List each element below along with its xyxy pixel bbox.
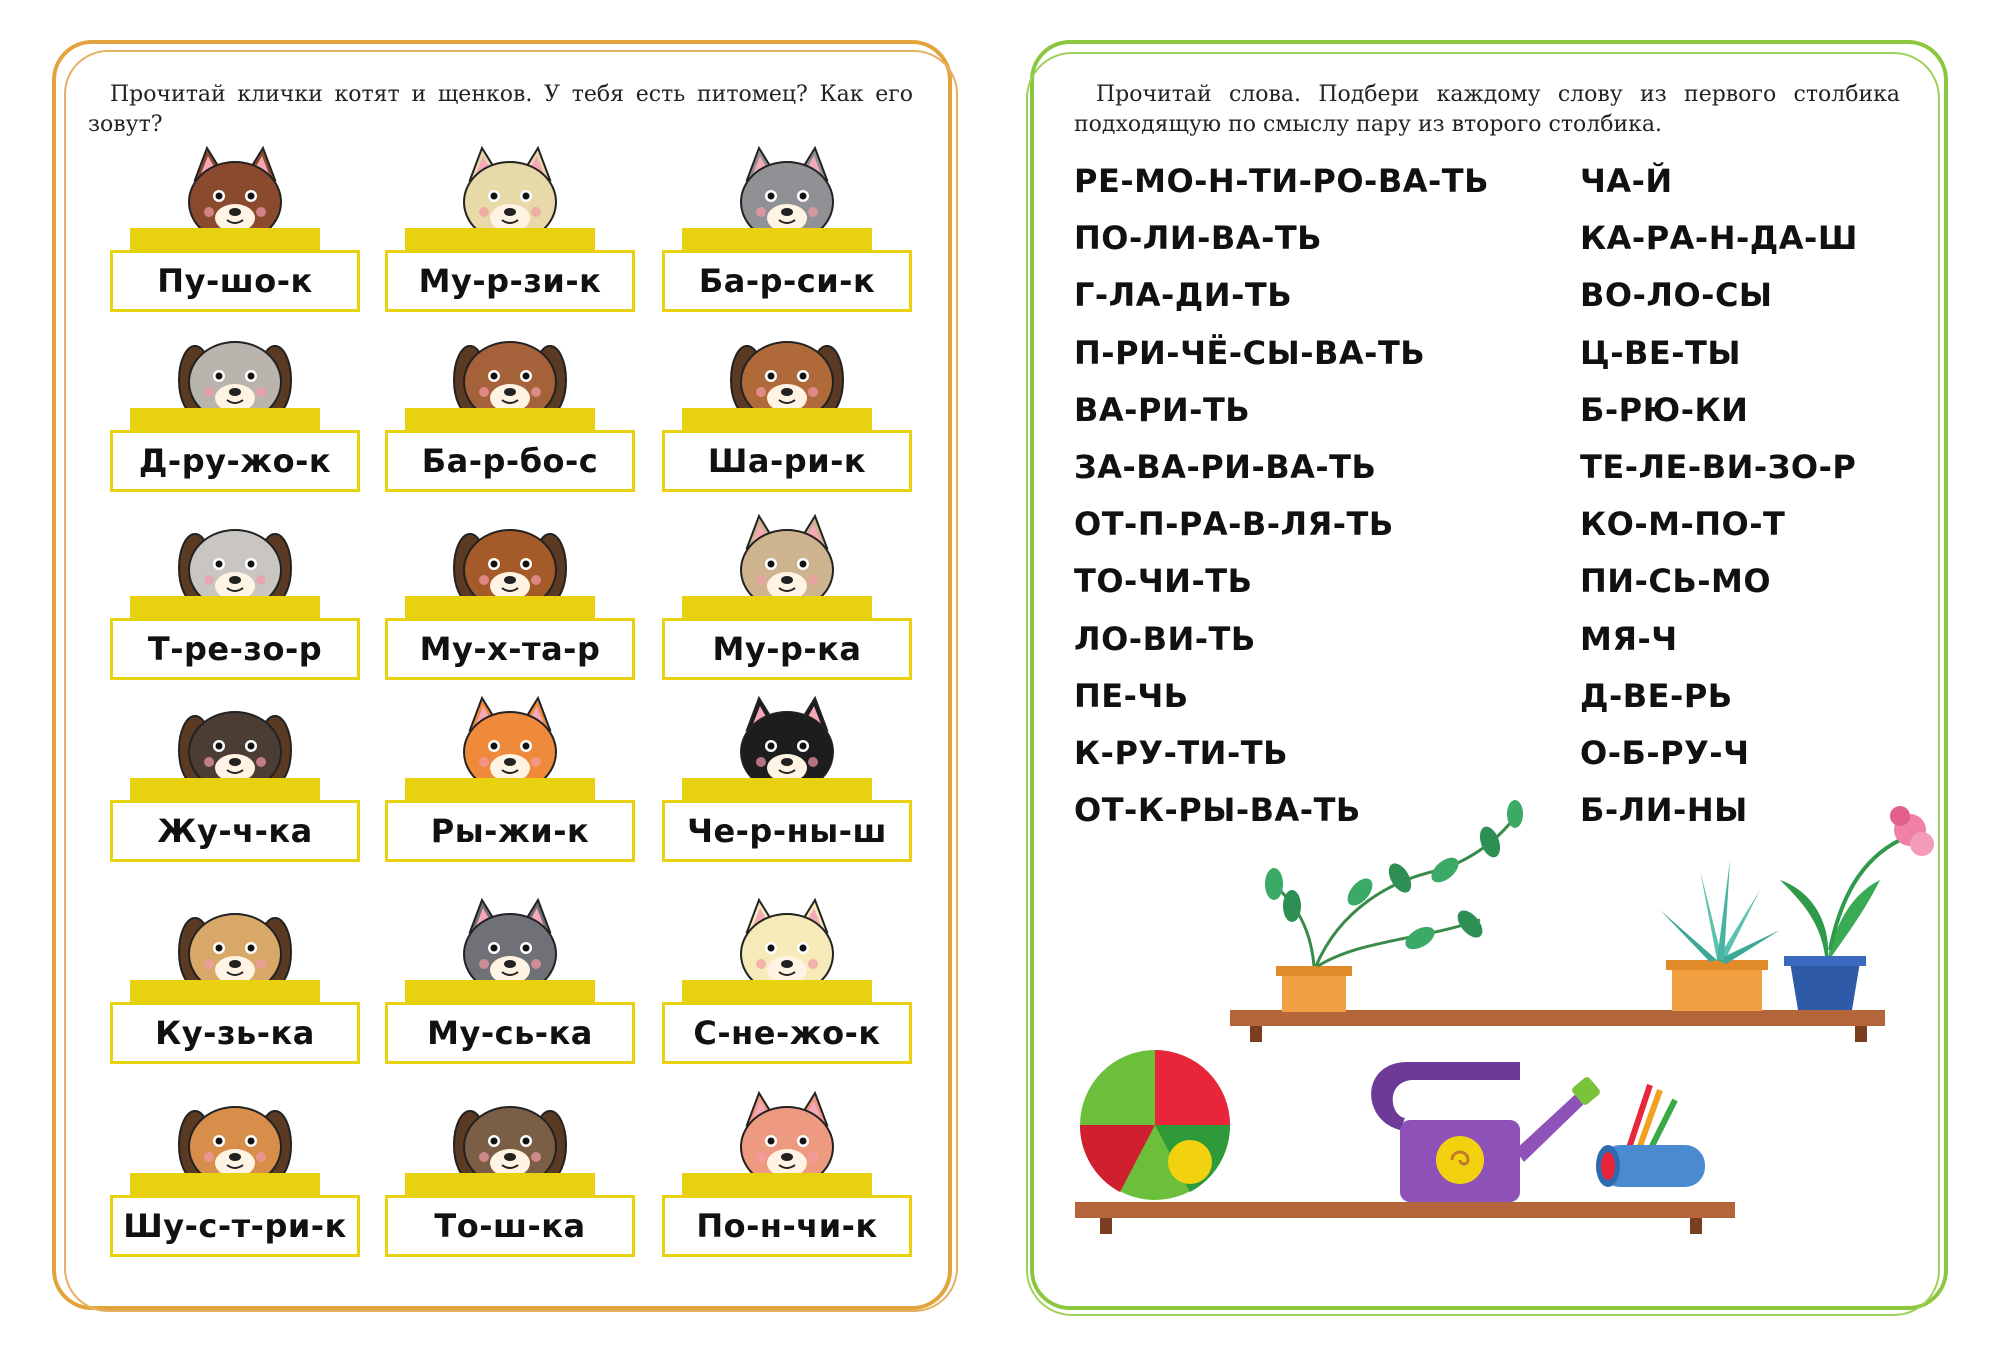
word-col1: ОТ-К-РЫ-ВА-ТЬ	[1074, 791, 1361, 830]
pet-card	[385, 690, 635, 880]
name-bar	[682, 1173, 872, 1197]
word-col1: ЛО-ВИ-ТЬ	[1074, 619, 1256, 658]
word-col2: ПИ-СЬ-МО	[1580, 562, 1772, 601]
pet-card	[385, 892, 635, 1082]
word-col1: ПО-ЛИ-ВА-ТЬ	[1074, 219, 1323, 258]
pet-name: Му-х-та-р	[385, 618, 635, 680]
pet-card	[385, 1085, 635, 1275]
pet-name: Пу-шо-к	[110, 250, 360, 312]
word-col2: ЧА-Й	[1580, 162, 1673, 200]
name-bar	[405, 778, 595, 802]
word-col1: РЕ-МО-Н-ТИ-РО-ВА-ТЬ	[1074, 162, 1489, 200]
pet-card	[662, 508, 912, 698]
word-col1: ЗА-ВА-РИ-ВА-ТЬ	[1074, 448, 1377, 486]
pet-name: Му-р-ка	[662, 618, 912, 680]
word-col1: ПЕ-ЧЬ	[1074, 676, 1189, 715]
pet-name: Т-ре-зо-р	[110, 618, 360, 680]
name-bar	[130, 1173, 320, 1197]
word-col1: ВА-РИ-ТЬ	[1074, 390, 1251, 429]
pet-name: Ба-р-бо-с	[385, 430, 635, 492]
name-bar	[682, 778, 872, 802]
pet-card	[662, 1085, 912, 1275]
name-bar	[130, 408, 320, 432]
word-col2: О-Б-РУ-Ч	[1580, 734, 1750, 772]
name-bar	[405, 1173, 595, 1197]
pet-card	[110, 140, 360, 330]
word-col1: Г-ЛА-ДИ-ТЬ	[1074, 276, 1293, 315]
pet-card	[385, 320, 635, 510]
shelves-illustration	[1060, 800, 1940, 1260]
pet-card	[110, 892, 360, 1082]
pet-name: Шу-с-т-ри-к	[110, 1195, 360, 1257]
pet-card	[110, 1085, 360, 1275]
pet-name: С-не-жо-к	[662, 1002, 912, 1064]
right-instruction: Прочитай слова. Подбери каждому слову из первого столбика подходящую по смыслу пару из второго столбика.	[1074, 82, 1900, 137]
name-bar	[682, 408, 872, 432]
name-bar	[682, 980, 872, 1004]
pet-name: То-ш-ка	[385, 1195, 635, 1257]
pet-card	[110, 690, 360, 880]
word-col2: ВО-ЛО-СЫ	[1580, 276, 1773, 315]
name-bar	[130, 596, 320, 620]
name-bar	[682, 228, 872, 252]
name-bar	[405, 408, 595, 432]
ball-icon	[1080, 1050, 1230, 1200]
pet-card	[662, 892, 912, 1082]
name-bar	[130, 228, 320, 252]
name-bar	[405, 596, 595, 620]
pet-card	[385, 140, 635, 330]
word-col2: Б-ЛИ-НЫ	[1580, 791, 1748, 830]
pet-name: Ку-зь-ка	[110, 1002, 360, 1064]
pet-name: Ша-ри-к	[662, 430, 912, 492]
flower-plant-icon	[1780, 806, 1934, 1010]
vine-plant-icon	[1265, 800, 1523, 1012]
pet-card	[662, 140, 912, 330]
word-col2: Ц-ВЕ-ТЫ	[1580, 333, 1741, 372]
word-col2: КО-М-ПО-Т	[1580, 505, 1786, 544]
word-col2: Д-ВЕ-РЬ	[1580, 676, 1733, 715]
left-instruction: Прочитай клички котят и щенков. У тебя есть питомец? Как его зовут?	[88, 82, 913, 137]
pet-name: Му-р-зи-к	[385, 250, 635, 312]
name-bar	[405, 228, 595, 252]
pet-card	[385, 508, 635, 698]
word-col1: ТО-ЧИ-ТЬ	[1074, 562, 1253, 601]
pet-name: Му-сь-ка	[385, 1002, 635, 1064]
lower-shelf	[1075, 1202, 1735, 1234]
name-bar	[682, 596, 872, 620]
pet-name: По-н-чи-к	[662, 1195, 912, 1257]
word-col2: МЯ-Ч	[1580, 619, 1678, 658]
upper-shelf	[1230, 1010, 1885, 1042]
pet-name: Ры-жи-к	[385, 800, 635, 862]
spiky-plant-icon	[1660, 860, 1780, 1011]
pet-name: Д-ру-жо-к	[110, 430, 360, 492]
pet-name: Ба-р-си-к	[662, 250, 912, 312]
name-bar	[130, 980, 320, 1004]
word-col2: Б-РЮ-КИ	[1580, 390, 1749, 429]
name-bar	[405, 980, 595, 1004]
pencil-cup-icon	[1596, 1085, 1705, 1187]
word-col2: КА-РА-Н-ДА-Ш	[1580, 219, 1858, 258]
watering-can-icon	[1371, 1062, 1601, 1202]
pet-card	[110, 320, 360, 510]
word-col1: ОТ-П-РА-В-ЛЯ-ТЬ	[1074, 505, 1394, 544]
pet-card	[110, 508, 360, 698]
pet-card	[662, 690, 912, 880]
word-col1: П-РИ-ЧЁ-СЫ-ВА-ТЬ	[1074, 333, 1426, 372]
name-bar	[130, 778, 320, 802]
pet-name: Жу-ч-ка	[110, 800, 360, 862]
pet-name: Че-р-ны-ш	[662, 800, 912, 862]
pet-card	[662, 320, 912, 510]
word-col2: ТЕ-ЛЕ-ВИ-ЗО-Р	[1580, 448, 1857, 486]
word-col1: К-РУ-ТИ-ТЬ	[1074, 734, 1288, 772]
